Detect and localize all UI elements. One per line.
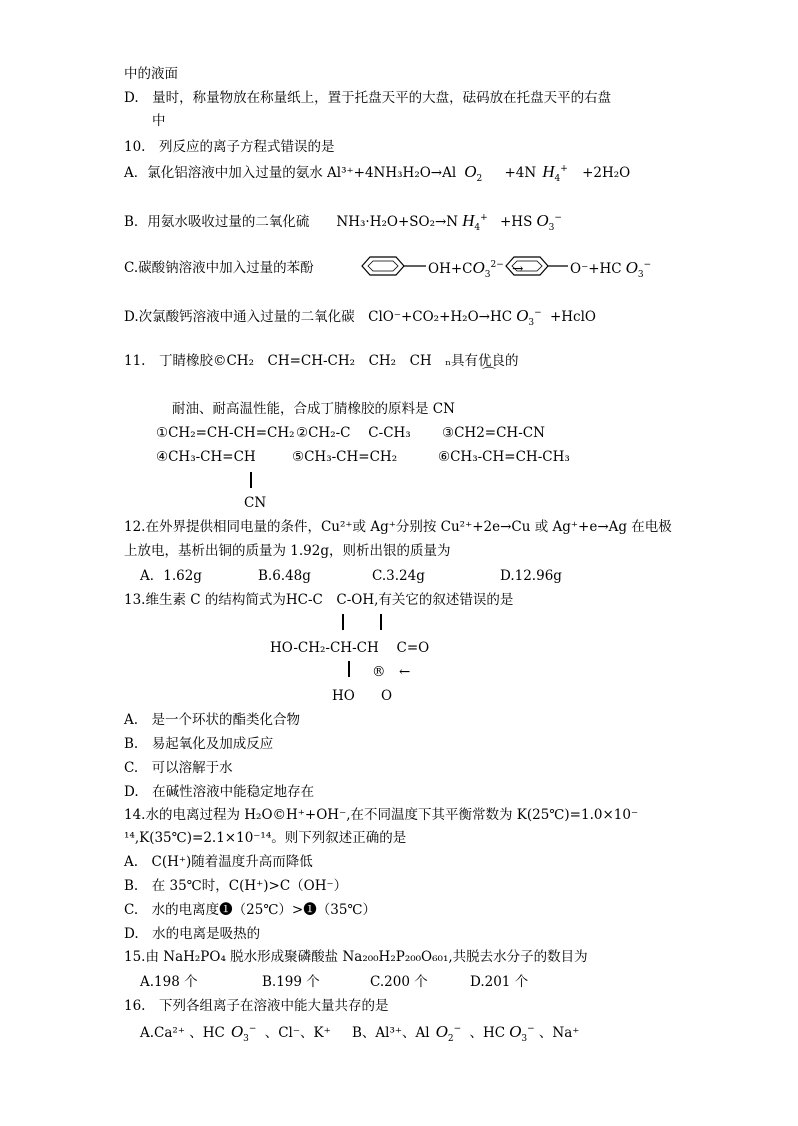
q12-option-b: B.6.48g	[258, 568, 311, 584]
q10-option-c-mid: $OH+CO_3^{2-}$ →	[428, 258, 524, 280]
q14-option-a: A. C(H⁺)随着温度升高而降低	[124, 854, 313, 870]
q15-option-a: A.198 个	[140, 974, 198, 990]
q13-structure-row2: ® ←	[372, 664, 411, 680]
bond-line	[342, 614, 344, 630]
q10-stem: 10. 列反应的离子方程式错误的是	[124, 139, 335, 155]
benzene-ring-icon	[502, 253, 570, 279]
q16-option-a: A.Ca²⁺ 、HC $O_3^-$ 、Cl⁻、K⁺	[140, 1022, 331, 1044]
q9-option-d-cont: 中	[152, 113, 166, 129]
q12-line2: 上放电，基析出铜的质量为 1.92g，则析出银的质量为	[124, 543, 451, 559]
q11-stem: 11. 丁睛橡胶©CH₂ CH=CH-CH₂ CH₂ CH ₙ具有优良的	[124, 353, 519, 369]
q10-option-a: A．氯化铝溶液中加入过量的氨水 Al³⁺+4NH₃H₂O→Al $O_2 +4N$ $H_4^+ +2H_2O$	[124, 162, 631, 184]
q14-option-d: D. 水的电离是吸热的	[124, 926, 261, 942]
benzene-ring-icon	[358, 253, 428, 279]
q16-option-b: B、Al³⁺、Al $O_2^-$ 、HC $O_3^-$ 、Na⁺	[352, 1022, 580, 1044]
q14-line2: ¹⁴,K(35℃)=2.1×10⁻¹⁴。则下列叙述正确的是	[124, 830, 407, 846]
q13-option-a: A. 是一个环状的酯类化合物	[124, 712, 301, 728]
q11-option-6: ⑥CH₃-CH=CH-CH₃	[438, 449, 570, 465]
q16-stem: 16. 下列各组离子在溶液中能大量共存的是	[124, 998, 389, 1014]
overbrace-mark: ⌒	[482, 367, 496, 383]
q11-option-4: ④CH₃-CH=CH	[156, 449, 256, 465]
q13-option-b: B. 易起氧化及加成反应	[124, 736, 274, 752]
q12-option-d: D.12.96g	[500, 568, 562, 584]
q13-structure-ho: HO	[332, 688, 355, 704]
q15-stem: 15.由 NaH₂PO₄ 脱水形成聚磷酸盐 Na₂₀₀H₂P₂₀₀O₆₀₁,共脱去水分子的数目为	[124, 949, 588, 965]
q10-option-c: C.碳酸钠溶液中加入过量的苯酚	[124, 260, 314, 276]
q11-option-2: ②CH₂-C C-CH₃	[296, 425, 411, 441]
q11-option-3: ③CH2=CH-CN	[442, 425, 545, 441]
q11-cn-label: CN	[244, 495, 267, 511]
q11-option-5: ⑤CH₃-CH=CH₂	[292, 449, 398, 465]
q14-line1: 14.水的电离过程为 H₂O©H⁺+OH⁻,在不同温度下其平衡常数为 K(25℃)=1.0×10⁻	[124, 807, 639, 823]
bond-line	[348, 661, 350, 677]
q15-option-b: B.199 个	[262, 974, 320, 990]
q15-option-d: D.201 个	[470, 974, 529, 990]
q14-option-c: C. 水的电离度❶（25℃）>❶（35℃）	[124, 902, 377, 918]
q13-stem: 13.维生素 C 的结构简式为HC-C C-OH,有关它的叙述错误的是	[124, 592, 514, 608]
q9-option-d: D. 量时，称量物放在称量纸上，置于托盘天平的大盘，砝码放在托盘天平的右盘	[124, 90, 612, 106]
q10-option-c-tail: O⁻+HC $O_3^-$	[570, 258, 652, 280]
q14-option-b: B. 在 35℃时，C(H⁺)>C（OH⁻）	[124, 878, 348, 894]
bond-line	[250, 472, 252, 488]
q11-option-1: ①CH₂=CH-CH=CH₂	[156, 425, 295, 441]
q11-line2: 耐油、耐高温性能，合成丁腈橡胶的原料是 CN	[172, 401, 455, 417]
q12-option-c: C.3.24g	[372, 568, 425, 584]
q10-option-d: D.次氯酸钙溶液中通入过量的二氧化碳 ClO⁻+CO₂+H₂O→HC $O_3^-$ +HclO	[124, 306, 596, 328]
q10-option-b: B．用氨水吸收过量的二氧化硫 NH₃·H₂O+SO₂→N $H_4^+ +HS$ $O_3^-$	[124, 211, 562, 233]
q13-structure-o: O	[381, 688, 393, 704]
q12-line1: 12.在外界提供相同电量的条件，Cu²⁺或 Ag⁺分别按 Cu²⁺+2e→Cu 或 Ag⁺+e→Ag 在电极	[124, 519, 672, 535]
q15-option-c: C.200 个	[370, 974, 428, 990]
q9-continuation: 中的液面	[124, 66, 178, 82]
q13-structure-row1: HO-CH₂-CH-CH C=O	[270, 640, 430, 656]
q13-option-c: C. 可以溶解于水	[124, 760, 233, 776]
q13-option-d: D. 在碱性溶液中能稳定地存在	[124, 784, 315, 800]
q12-option-a: A．1.62g	[140, 568, 202, 584]
bond-line	[380, 614, 382, 630]
